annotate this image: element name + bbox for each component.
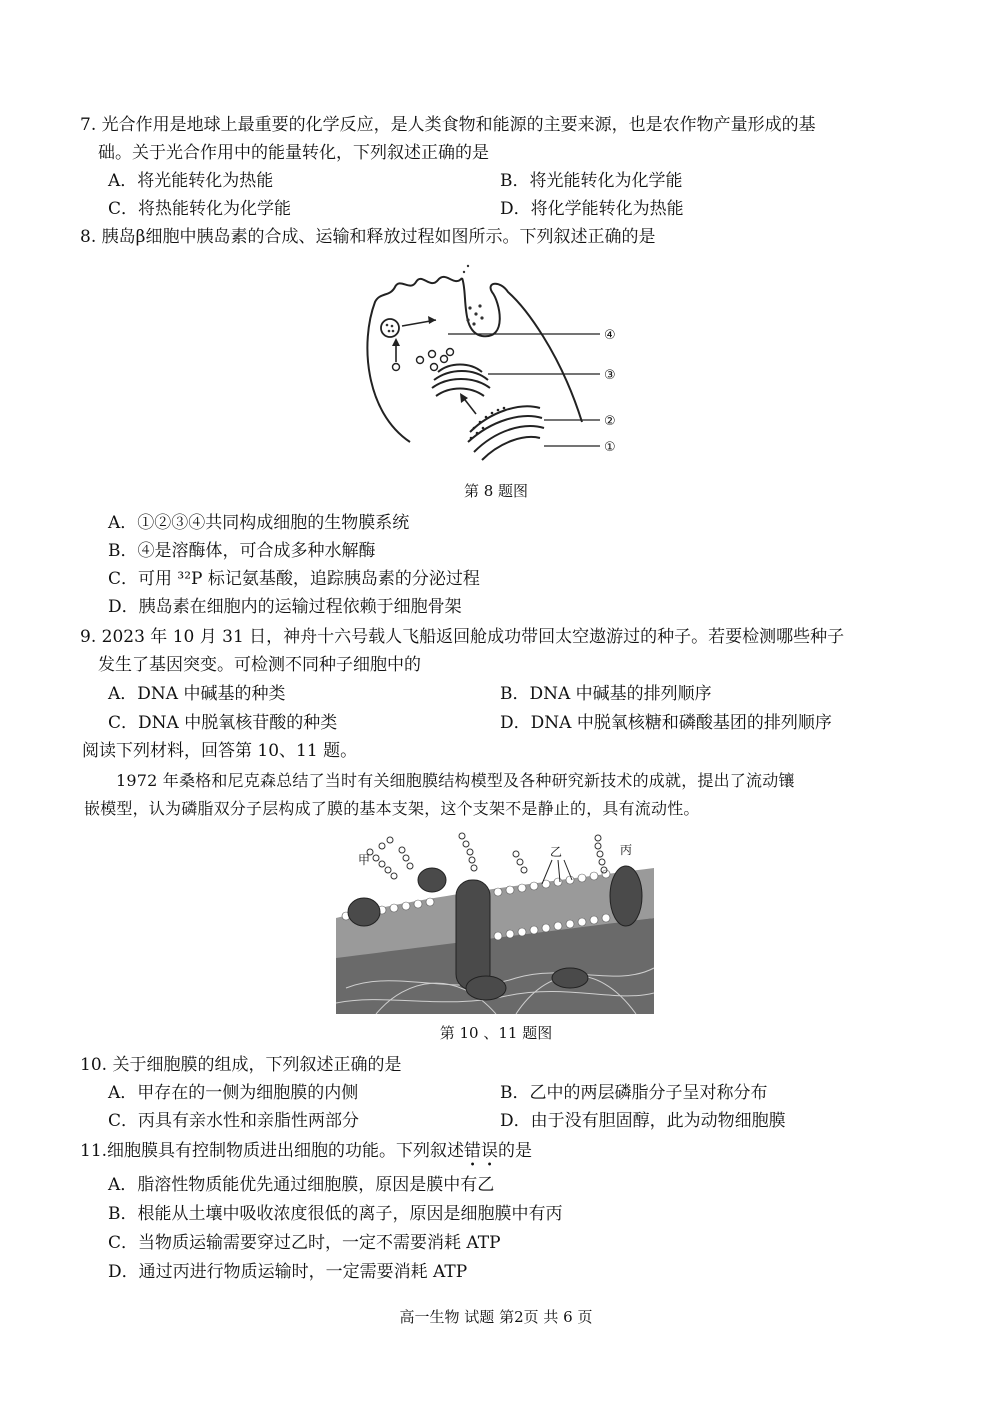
q11-stem-post: 的是 xyxy=(498,1141,533,1161)
q7-option-c: C．将热能转化为化学能 xyxy=(108,199,292,219)
q10-option-d: D．由于没有胆固醇，此为动物细胞膜 xyxy=(500,1111,786,1131)
q11-option-b: B．根能从土壤中吸收浓度很低的离子，原因是细胞膜中有丙 xyxy=(108,1204,563,1224)
q11-stem-pre: 11.细胞膜具有控制物质进出细胞的功能。下列叙述 xyxy=(80,1141,465,1161)
q8-option-b: B．④是溶酶体，可合成多种水解酶 xyxy=(108,541,376,561)
q8-option-d: D．胰岛素在细胞内的运输过程依赖于细胞骨架 xyxy=(108,597,462,617)
q11-option-d: D．通过丙进行物质运输时，一定需要消耗 ATP xyxy=(108,1262,468,1282)
q9-option-d: D．DNA 中脱氧核糖和磷酸基团的排列顺序 xyxy=(500,713,832,733)
q8-stem: 8. 胰岛β细胞中胰岛素的合成、运输和释放过程如图所示。下列叙述正确的是 xyxy=(80,227,656,247)
q9-option-a: A．DNA 中碱基的种类 xyxy=(108,684,286,704)
q9-option-b: B．DNA 中碱基的排列顺序 xyxy=(500,684,712,704)
q7-option-d: D．将化学能转化为热能 xyxy=(500,199,684,219)
q9-stem-line1: 9. 2023 年 10 月 31 日，神舟十六号载人飞船返回舱成功带回太空遨游过的种子。若要检测哪些种子 xyxy=(80,627,845,647)
q9-stem-line2: 发生了基因突变。可检测不同种子细胞中的 xyxy=(98,655,421,675)
q8-cell-diagram xyxy=(350,262,630,472)
q7-stem-line2: 础。关于光合作用中的能量转化，下列叙述正确的是 xyxy=(98,143,489,163)
material-passage-line2: 嵌模型，认为磷脂双分子层构成了膜的基本支架，这个支架不是静止的，具有流动性。 xyxy=(84,799,700,818)
q9-option-c: C．DNA 中脱氧核苷酸的种类 xyxy=(108,713,338,733)
q10-stem: 10. 关于细胞膜的组成，下列叙述正确的是 xyxy=(80,1055,402,1075)
q8-label-3: ③ xyxy=(604,368,616,383)
page-footer: 高一生物 试题 第2页 共 6 页 xyxy=(399,1308,593,1326)
q7-stem-line1: 7. 光合作用是地球上最重要的化学反应，是人类食物和能源的主要来源，也是农作物产量形成的基 xyxy=(80,115,816,135)
membrane-label-bing: 丙 xyxy=(620,843,633,857)
membrane-figure-caption: 第 10 、11 题图 xyxy=(439,1024,553,1042)
q10-option-b: B．乙中的两层磷脂分子呈对称分布 xyxy=(500,1083,768,1103)
q10-option-c: C．丙具有亲水性和亲脂性两部分 xyxy=(108,1111,360,1131)
q11-stem-emphasis-2: 误 xyxy=(481,1141,499,1161)
q11-stem-emphasis-1: 错 xyxy=(464,1141,482,1161)
material-intro: 阅读下列材料，回答第 10、11 题。 xyxy=(82,741,358,761)
q8-label-4: ④ xyxy=(604,328,616,343)
material-passage-line1: 1972 年桑格和尼克森总结了当时有关细胞膜结构模型及各种研究新技术的成就，提出了流动镶 xyxy=(116,771,795,790)
q10-option-a: A．甲存在的一侧为细胞膜的内侧 xyxy=(108,1083,359,1103)
q8-option-a: A．①②③④共同构成细胞的生物膜系统 xyxy=(108,513,410,533)
q8-figure-caption: 第 8 题图 xyxy=(463,482,529,500)
q7-option-b: B．将光能转化为化学能 xyxy=(500,171,683,191)
q7-option-a: A．将光能转化为热能 xyxy=(108,171,274,191)
q8-label-1: ① xyxy=(604,440,616,455)
membrane-diagram xyxy=(336,828,654,1014)
q11-option-a: A．脂溶性物质能优先通过细胞膜，原因是膜中有乙 xyxy=(108,1175,495,1195)
q8-label-2: ② xyxy=(604,414,616,429)
q8-option-c: C．可用 ³²P 标记氨基酸，追踪胰岛素的分泌过程 xyxy=(108,569,480,589)
q11-option-c: C．当物质运输需要穿过乙时，一定不需要消耗 ATP xyxy=(108,1233,501,1253)
membrane-label-yi: 乙 xyxy=(550,845,563,859)
membrane-label-jia: 甲 xyxy=(358,853,371,867)
q11-stem xyxy=(80,1140,532,1162)
